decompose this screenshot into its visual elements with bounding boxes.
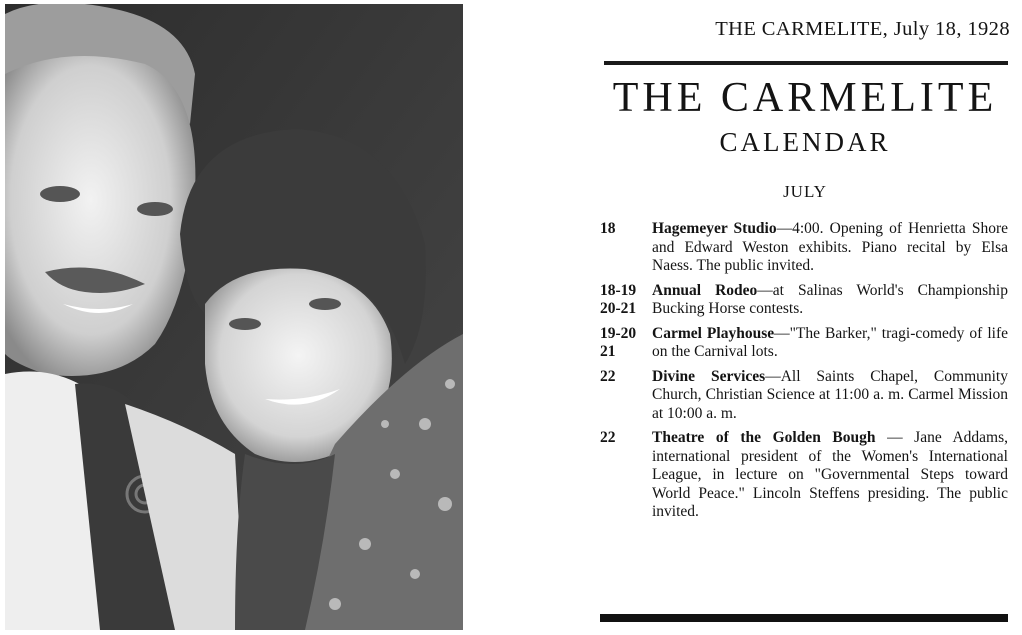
entry-text — [652, 220, 1008, 276]
entry-text — [652, 429, 1008, 522]
portrait-image — [5, 4, 463, 630]
calendar-entry — [600, 220, 1008, 276]
entry-description: —4:00. Opening of Henrietta Shore and Edward Weston exhibits. Piano recital by Elsa Naess. The public invited. — [652, 220, 1008, 274]
entry-date: 19-20 21 — [600, 324, 637, 360]
entry-lead: Divine Services — [652, 367, 766, 385]
entry-description: —at Salinas World's Championship Bucking Horse contests. — [652, 281, 1008, 317]
bottom-rule — [600, 614, 1008, 622]
entry-text — [652, 282, 1008, 319]
entry-date: 18-19 20-21 — [600, 281, 637, 317]
calendar-heading: CALENDAR — [719, 127, 891, 157]
entry-lead: Annual Rodeo — [652, 281, 758, 299]
portrait-photo — [5, 4, 463, 630]
entry-date: 18 — [600, 220, 616, 237]
entry-text — [652, 325, 1008, 362]
entry-text — [652, 368, 1008, 424]
entry-description: —All Saints Chapel, Community Church, Christian Science at 11:00 a. m. Carmel Mission at 10:00 a. m. — [652, 367, 1008, 422]
calendar-entry — [600, 282, 1008, 319]
calendar-entry — [600, 429, 1008, 522]
top-rule — [604, 61, 1008, 65]
running-head: THE CARMELITE, July 18, 1928 — [715, 18, 1010, 40]
entry-description: —"The Barker," tragi-comedy of life on the Carnival lots. — [652, 324, 1008, 360]
entry-lead: Hagemeyer Studio — [652, 220, 777, 237]
entry-lead: Theatre of the Golden Bough — [652, 429, 876, 446]
calendar-entry — [600, 368, 1008, 424]
entry-lead: Carmel Playhouse — [652, 324, 775, 342]
newspaper-clipping — [594, 10, 1016, 628]
month-heading: JULY — [783, 182, 827, 201]
entry-date: 22 — [600, 367, 616, 385]
entry-description: — Jane Addams, international president of the Women's International League, in lecture on "Governmental Steps toward World Peace." Lincoln Steffens presiding. The public invited. — [652, 429, 1008, 520]
entry-date: 22 — [600, 429, 616, 446]
calendar-entries — [600, 220, 1008, 528]
masthead-title: THE CARMELITE — [612, 75, 998, 121]
calendar-entry — [600, 325, 1008, 362]
